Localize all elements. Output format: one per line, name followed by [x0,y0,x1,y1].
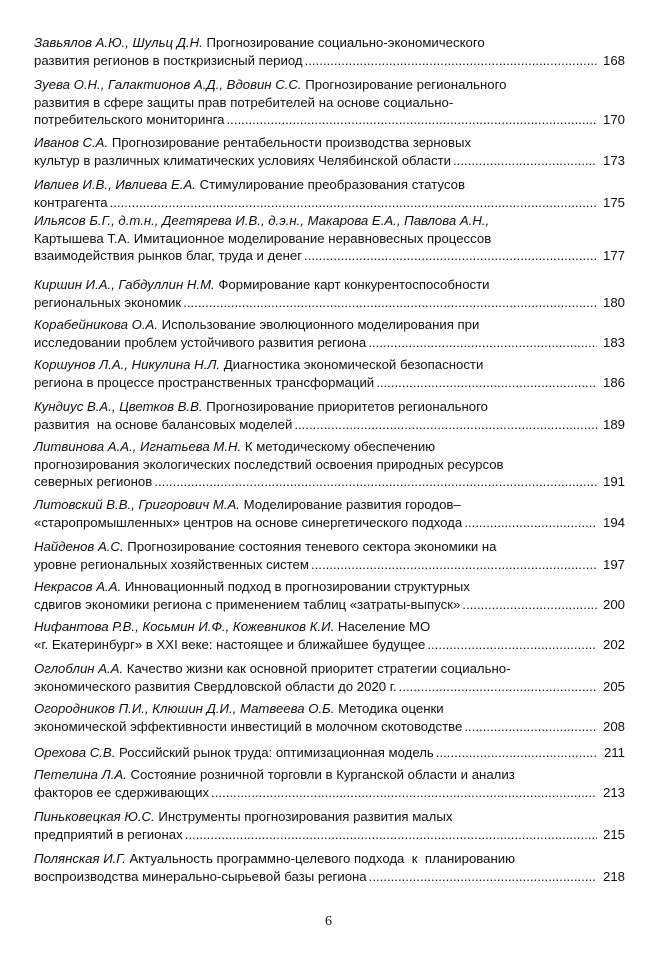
leader-dots [154,473,597,491]
toc-page-number: 205 [602,678,625,694]
toc-entry-line [34,538,625,556]
toc-page-number: 208 [602,718,625,734]
toc-entry-authors: Коршунов Л.А., Никулина Н.Л. [34,357,221,372]
toc-page-number: 194 [602,514,625,530]
toc-entry-text [34,399,488,414]
toc-entry-title: Моделирование развития городов– [239,497,461,512]
toc-entry-line [34,660,625,678]
toc-entry-text: предприятий в регионах [34,826,183,842]
leader-dots [427,636,597,654]
toc-entry-text: экономической эффективности инвестиций в молочном скотоводстве [34,718,463,734]
toc-entry-authors: Пиньковецкая Ю.С. [34,809,155,824]
toc-entry-line [34,868,625,886]
toc-entry [34,276,625,311]
toc-entry [34,618,625,653]
toc-entry-line [34,176,625,194]
toc-entry [34,76,625,129]
toc-entry-authors: Литвинова А.А., Игнатьева М.Н. [34,439,242,454]
toc-entry-text: уровне региональных хозяйственных систем [34,556,309,572]
toc-entry-text [34,497,461,512]
toc-entry-text: взаимодействия рынков благ, труда и денег [34,248,303,264]
toc-entry-text [34,851,515,866]
toc-entry-title: Состояние розничной торговли в Курганской области и анализ [126,767,515,782]
toc-entry-title: Формирование карт конкурентоспособности [214,277,490,292]
leader-dots [376,374,597,392]
toc-entry-authors: Кундиус В.А., Цветков В.В. [34,399,203,414]
toc-entry-line [34,850,625,868]
toc-entry-line [34,766,625,784]
toc-entry-title: Население МО [334,619,431,634]
toc-entry-text [34,539,497,554]
toc-page-number: 177 [602,248,625,264]
toc-entry [34,578,625,613]
toc-entry [34,398,625,433]
toc-entry-line [34,152,625,170]
toc-entry-text: факторов ее сдерживающих [34,784,210,800]
toc-entry-title: Прогнозирование рентабельности производства зерновых [108,135,472,150]
toc-entry-text: региональных экономик [34,294,182,310]
toc-entry-line [34,700,625,718]
toc-entry-text: региона в процессе пространственных трансформаций [34,374,375,390]
toc-page-number: 180 [602,294,625,310]
toc-entry-title: Инструменты прогнозирования развития малых [154,809,453,824]
toc-entry [34,660,625,695]
toc-entry-line [34,718,625,736]
toc-entry-line [34,212,625,230]
toc-entry [34,212,625,265]
toc-entry-authors: Киршин И.А., Габдуллин Н.М. [34,277,215,292]
toc-entry-title: Прогнозирование регионального [301,77,507,92]
toc-entry-authors: Петелина Л.А. [34,767,127,782]
toc-entry-text [34,579,470,594]
toc-page-number: 218 [602,868,625,884]
toc-entry [34,34,625,69]
toc-entry-text: контрагента [34,194,108,210]
toc-entry-title: Российский рынок труда: оптимизационная модель [115,745,434,760]
toc-entry-text [34,357,483,372]
leader-dots [185,826,597,844]
toc-entry-authors: Полянская И.Г. [34,851,126,866]
toc-entry-text: воспроизводства минерально-сырьевой базы региона [34,868,367,884]
toc-entry-line [34,34,625,52]
toc-entry-line [34,76,625,94]
toc-entry-text: экономического развития Свердловской области до 2020 г. [34,678,397,694]
toc-page-number: 175 [602,194,625,210]
toc-entry-title: Прогнозирование приоритетов регионального [202,399,488,414]
toc-entry-title: Прогнозирование состояния теневого сектора экономики на [123,539,497,554]
toc-entry-authors: Нифантова Р.В., Косьмин И.Ф., Кожевников К.И. [34,619,335,634]
toc-entry-text [34,661,511,676]
toc-entry-line [34,294,625,312]
toc-entry-line [34,356,625,374]
toc-entry-text [34,77,506,92]
toc-entry-authors: Иванов С.А. [34,135,109,150]
toc-entry-line [34,374,625,392]
toc-entry-text: развития в сфере защиты прав потребителей на основе социально- [34,94,454,110]
toc-page-number: 211 [603,745,625,760]
toc-entry [34,766,625,801]
leader-dots [464,514,597,532]
toc-entry-line [34,276,625,294]
toc-entry [34,850,625,885]
toc-entry-line [34,596,625,614]
toc-entry-text: развития на основе балансовых моделей [34,416,293,432]
toc-entry-line [34,556,625,574]
toc-entry-title: Стимулирование преобразования статусов [195,177,465,192]
toc-entry-text [34,213,489,228]
toc-entry-text [34,439,435,454]
toc-entry-authors: Некрасов А.А. [34,579,122,594]
leader-dots [294,416,597,434]
toc-entry-line [34,514,625,532]
toc-entry-line [34,808,625,826]
toc-page-number: 189 [602,416,625,432]
toc-entry-line [34,334,625,352]
leader-dots [464,718,597,736]
toc-entry-title: Инновационный подход в прогнозировании структурных [121,579,470,594]
toc-entry-title: Методика оценки [334,701,444,716]
toc-entry-title: Качество жизни как основной приоритет стратегии социально- [123,661,511,676]
toc-entry-line [34,316,625,334]
toc-entry-line [34,416,625,434]
toc-entry-line [34,456,625,474]
toc-page-number: 168 [602,52,625,68]
toc-entry-title: Использование эволюционного моделирования при [158,317,480,332]
toc-entry-line [34,496,625,514]
toc-page-number: 170 [602,112,625,128]
leader-dots [368,334,597,352]
toc-entry-title: Прогнозирование социально-экономического [202,35,485,50]
toc-page-number: 186 [602,374,625,390]
toc-page-number: 202 [602,636,625,652]
toc-entry-text [34,135,471,150]
toc-entry-line [34,111,625,129]
toc-entry-text [34,317,479,332]
toc-entry [34,538,625,573]
toc-entry-text: северных регионов [34,474,153,490]
toc-entry-title: Актуальность программно-целевого подхода к планированию [125,851,516,866]
leader-dots [436,744,597,762]
toc-entry [34,496,625,531]
toc-entry [34,808,625,843]
toc-entry-line [34,134,625,152]
toc-entry-authors: Огородников П.И., Клюшин Д.И., Матвеева О.Б. [34,701,335,716]
toc-entry-text [34,35,485,50]
toc-entry-line [34,473,625,491]
toc-entry [34,316,625,351]
toc-entry-line [34,438,625,456]
toc-page-number: 183 [602,334,625,350]
toc-entry-text: «старопромышленных» центров на основе синергетического подхода [34,514,463,530]
toc-entry-text: развития регионов в посткризисный период [34,52,303,68]
toc-page-number: 173 [602,152,625,168]
toc-entry-line [34,230,625,248]
toc-entry [34,176,625,211]
toc-entry-line [34,398,625,416]
toc-entry [34,134,625,169]
toc-entry-authors: Зуева О.Н., Галактионов А.Д., Вдовин С.С. [34,77,302,92]
toc-entry-text: исследовании проблем устойчивого развития региона [34,334,367,350]
toc-entry-authors: Завьялов А.Ю., Шульц Д.Н. [34,35,203,50]
toc-entry-line [34,94,625,112]
toc-entry [34,700,625,735]
toc-entry-authors: Корабейникова О.А. [34,317,158,332]
toc-entry-line [34,826,625,844]
toc-entry-line [34,52,625,70]
toc-entry-line [34,636,625,654]
toc-entry-title: К методическому обеспечению [241,439,436,454]
toc-entry-text: сдвигов экономики региона с применением таблиц «затраты-выпуск» [34,596,461,612]
toc-entry [34,438,625,491]
leader-dots [110,194,597,212]
leader-dots [305,52,597,70]
toc-page-number: 197 [602,556,625,572]
toc-entry-text [34,277,490,292]
leader-dots [311,556,597,574]
toc-entry-text [34,767,515,782]
toc-page-number: 191 [602,474,625,490]
leader-dots [453,152,597,170]
leader-dots [227,111,598,129]
toc-entry-text [34,809,452,824]
toc-entry-text [34,744,434,762]
toc-entry-text [34,177,465,192]
toc-entry-text: культур в различных климатических условиях Челябинской области [34,152,452,168]
toc-entry-line [34,678,625,696]
toc-entry-authors: Оглоблин А.А. [34,661,124,676]
toc-entry-authors: Орехова С.В. [34,745,116,760]
toc-entry-line [34,578,625,596]
toc-entry-line [34,618,625,636]
toc-entry-line [34,247,625,265]
toc-entry [34,356,625,391]
leader-dots [183,294,597,312]
toc-entry-authors: Литовский В.В., Григорович М.А. [34,497,240,512]
toc-entry-authors: Найденов А.С. [34,539,124,554]
page-number: 6 [325,914,332,929]
toc-entry-line [34,744,625,762]
toc-page-number: 215 [602,826,625,842]
toc-entry-title: Диагностика экономической безопасности [220,357,484,372]
toc-entry-text: «г. Екатеринбург» в XXI веке: настоящее и ближайшее будущее [34,636,426,652]
leader-dots [304,247,597,265]
toc-entry-text [34,701,444,716]
toc-entry-text: прогнозирования экологических последствий освоения природных ресурсов [34,456,504,472]
toc-page-number: 213 [602,784,625,800]
toc-entry-authors: Ивлиев И.В., Ивлиева Е.А. [34,177,196,192]
toc-entry-line [34,194,625,212]
leader-dots [399,678,597,696]
leader-dots [369,868,597,886]
toc-entry [34,744,625,762]
toc-entry-authors: Ильясов Б.Г., д.т.н., Дегтярева И.В., д.э.н., Макарова Е.А., Павлова А.Н., [34,213,490,228]
toc-entry-line [34,784,625,802]
toc-entry-text: Картышева Т.А. Имитационное моделирование неравновесных процессов [34,230,492,246]
toc-entry-text [34,619,430,634]
toc-page-number: 200 [602,596,625,612]
leader-dots [211,784,597,802]
leader-dots [462,596,597,614]
toc-entry-text: потребительского мониторинга [34,112,225,128]
